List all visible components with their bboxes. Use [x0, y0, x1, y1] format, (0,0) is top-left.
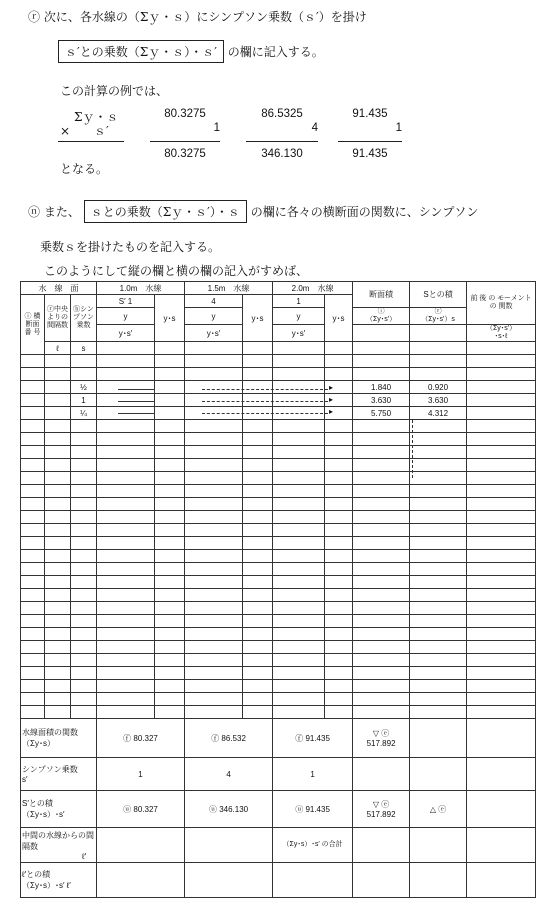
item-nu-before: また、 — [43, 205, 80, 219]
example-intro: この計算の例では、 — [60, 84, 169, 98]
row-simpson: ½ — [71, 381, 97, 394]
example-row2-label: × ｓ′ — [60, 124, 109, 138]
foot2-v3: 1 — [273, 758, 353, 791]
unit-l: ℓ — [45, 342, 71, 355]
row-sprod: 4.312 — [410, 407, 467, 420]
row3-arrow — [202, 413, 328, 414]
hdr-moment: 前 後 の モーメント の 関数 — [467, 282, 536, 325]
ex-col2-top: 86.5325 — [261, 108, 303, 120]
sub-moment-mark: （Σy･s′） ･s･ℓ — [467, 325, 536, 342]
hdr-s-product: Sとの積 — [410, 282, 467, 308]
item-nu-after: の欄に各々の横断面の関数に、シンプソン — [250, 205, 479, 219]
row-sprod: 0.920 — [410, 381, 467, 394]
footer-row-product: S′との積 （Σy･s）･s′ ⓤ 80.327 ⓤ 346.130 ⓤ 91.435 ▽ ⓔ 517.892 △ ⓔ — [21, 791, 536, 828]
ex-col2-mult: 4 — [311, 122, 318, 134]
hdr-wl-2-0: 2.0m 水線 — [273, 282, 353, 295]
foot1-label: 水線面積の関数（Σy･s） — [21, 719, 97, 758]
ex-col1-top: 80.3275 — [164, 108, 206, 120]
sub-y-2: y — [185, 308, 243, 325]
sub-ysp-2: y･s′ — [185, 325, 243, 342]
row2-arrow — [202, 401, 328, 402]
foot2-v2: 4 — [185, 758, 273, 791]
box1-label: ｓ′との乗数（Σｙ・ｓ）・ｓ′ — [58, 40, 224, 63]
col-interval: ⓡ中央 よりの 間隔数 — [45, 295, 71, 342]
foot3-label2: （Σy･s）･s′ — [22, 810, 65, 819]
foot3-v1: 80.327 — [133, 804, 158, 814]
ex-col2-line — [246, 141, 318, 142]
sub-ysp-3: y･s′ — [273, 325, 325, 342]
ex-col3-result: 91.435 — [352, 148, 388, 160]
calculation-table — [20, 281, 536, 898]
row-sprod: 3.630 — [410, 394, 467, 407]
row-area: 1.840 — [353, 381, 410, 394]
line2: 乗数ｓを掛けたものを記入する。 — [40, 240, 221, 254]
row-area: 3.630 — [353, 394, 410, 407]
hdr-wl-1-5: 1.5m 水線 — [185, 282, 273, 295]
ex-col1-line — [150, 141, 220, 142]
ex-col3-mult: 1 — [395, 122, 402, 134]
sub-ys-1: y･s — [155, 295, 185, 342]
footer-row-l-product — [21, 863, 536, 898]
sub-sprod-mark: ⓡ （Σy･s′）s — [410, 308, 467, 325]
sprod-down-arrow — [412, 420, 413, 478]
row-area: 5.750 — [353, 407, 410, 420]
sub-ysp-1: y･s′ — [97, 325, 155, 342]
foot3-v3: 91.435 — [305, 804, 330, 814]
foot5-label: ℓ′との積 — [22, 870, 51, 879]
hdr-wl-1-0: 1.0m 水線 — [97, 282, 185, 295]
footer-row-area: 水線面積の関数（Σy･s） ⓕ 80.327 ⓕ 86.532 ⓕ 91.435 ▽ ⓔ 517.892 — [21, 719, 536, 758]
hdr-area: 断面積 — [353, 282, 410, 308]
foot4-note: （Σy･s）･s′ の合計 — [273, 828, 353, 863]
sub-s1: S′ 1 — [97, 295, 155, 308]
ex-col3-line — [338, 141, 402, 142]
item-ri-line — [28, 8, 367, 25]
col-simpson: ⓗシン プソン 乗数 — [71, 295, 97, 342]
foot1-v3: 91.435 — [305, 733, 330, 743]
foot3-v4: 517.892 — [366, 810, 396, 819]
sub-ys-3: y･s — [325, 295, 353, 342]
col-section-number: ⓘ 横断面 番 号 — [21, 295, 45, 355]
foot3-v2: 346.130 — [219, 804, 249, 814]
row-simpson: 1 — [71, 394, 97, 407]
item-nu-box: ｓとの乗数（Σｙ・ｓ′）・ｓ — [84, 200, 247, 223]
sub-s1b: 1 — [273, 295, 325, 308]
ex-col2-result: 346.130 — [261, 148, 303, 160]
sub-s4: 4 — [185, 295, 243, 308]
example-row1-label: Σｙ・ｓ — [74, 110, 119, 124]
item-ri-marker: ⓡ — [28, 10, 41, 24]
example-outro: となる。 — [60, 162, 109, 176]
row3-line — [118, 413, 154, 414]
footer-row-simpson — [21, 758, 536, 791]
item-nu-marker: ⓝ — [28, 205, 41, 219]
hdr-waterplane: 水 線 面 — [21, 282, 97, 295]
foot3-m5: △ ⓔ — [410, 791, 467, 828]
foot1-v2: 86.532 — [221, 733, 246, 743]
box1-after: の欄に記入する。 — [227, 45, 324, 59]
item-ri-text: 次に、各水線の（Σｙ・ｓ）にシンプソン乗数（ｓ′）を掛け — [43, 10, 367, 24]
ex-col3-top: 91.435 — [352, 108, 388, 120]
foot2-label: シンプソン乗数 s′ — [21, 758, 97, 791]
foot4-unit: ℓ′ — [82, 851, 87, 861]
foot2-v1: 1 — [97, 758, 185, 791]
sub-y-1: y — [97, 308, 155, 325]
line3: このようにして縦の欄と横の欄の記入がすめば、 — [44, 264, 309, 278]
sub-y-3: y — [273, 308, 325, 325]
table-row — [21, 394, 536, 407]
foot3-label: S′との積 — [22, 799, 53, 808]
example-underline — [58, 141, 124, 142]
footer-row-interval — [21, 828, 536, 863]
row2-line — [118, 401, 154, 402]
sub-ys-2: y･s — [243, 295, 273, 342]
row1-arrow — [202, 389, 328, 390]
foot1-v1: 80.327 — [133, 733, 158, 743]
foot4-label: 中間の水線からの間隔数 — [22, 830, 94, 851]
ex-col1-mult: 1 — [213, 122, 220, 134]
row1-line — [118, 389, 154, 390]
box1-line — [58, 40, 324, 63]
foot5-label2: （Σy･s）･s′ ℓ′ — [22, 881, 71, 890]
sub-area-mark: ⓘ （Σy･s′） — [353, 308, 410, 325]
foot1-v4: 517.892 — [366, 739, 396, 748]
ex-col1-result: 80.3275 — [164, 148, 206, 160]
unit-s: s — [71, 342, 97, 355]
item-nu-line — [28, 200, 478, 223]
row-simpson: ¼ — [71, 407, 97, 420]
table-row — [21, 381, 536, 394]
